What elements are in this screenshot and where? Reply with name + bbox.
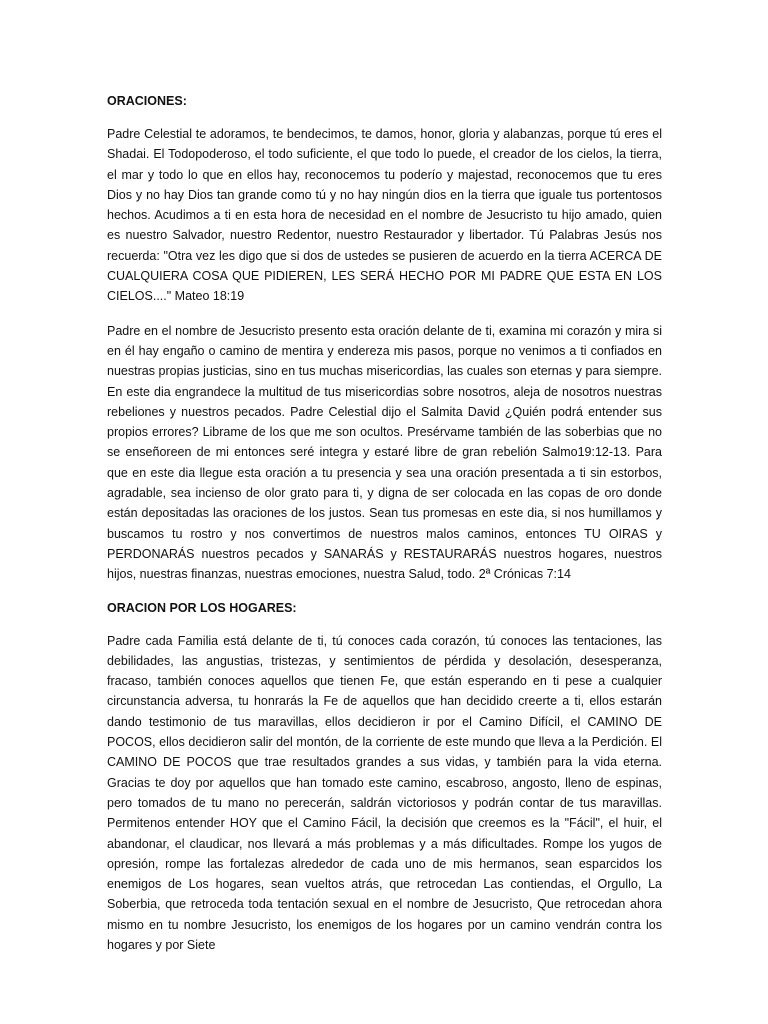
paragraph-adoration: Padre Celestial te adoramos, te bendecimos, te damos, honor, gloria y alabanzas, porque tú eres el Shadai. El Todopoderoso, el todo suficiente, el que todo lo puede, el creador de los cielos, la tierra, el mar y todo lo que en ellos hay, reconocemos tu poderío y majestad, reconocemos que tu eres Dios y no hay Dios tan grande como tú y no hay ningún dios en la tierra que iguale tus portentosos hechos. Acudimos a ti en esta hora de necesidad en el nombre de Jesucristo tu hijo amado, quien es nuestro Salvador, nuestro Redentor, nuestro Restaurador y libertador. Tú Palabras Jesús nos recuerda: "Otra vez les digo que si dos de ustedes se pusieren de acuerdo en la tierra ACERCA DE CUALQUIERA COSA QUE PIDIEREN, LES SERÁ HECHO POR MI PADRE QUE ESTA EN LOS CIELOS...." Mateo 18:19 [107, 127, 662, 304]
document-page [107, 92, 662, 969]
paragraph-families: Padre cada Familia está delante de ti, tú conoces cada corazón, tú conoces las tentaciones, las debilidades, las angustias, tristezas, y sentimientos de pérdida y desolación, desesperanza, fracaso, también conoces aquellos que tienen Fe, que están esperando en ti pese a cualquier circunstancia adversa, tu honrarás la Fe de aquellos que han decidido creerte a ti, ellos estarán dando testimonio de tus maravillas, ellos decidieron ir por el Camino Difícil, el CAMINO DE POCOS, ellos decidieron salir del montón, de la corriente de este mundo que lleva a la Perdición. El CAMINO DE POCOS que trae resultados grandes a sus vidas, y también para la vida eterna. Gracias te doy por aquellos que han tomado este camino, escabroso, angosto, lleno de espinas, pero tomados de tu mano no perecerán, saldrán victoriosos y podrán contar de tus maravillas. Permitenos entender HOY que el Camino Fácil, la decisión que creemos es la "Fácil", el huir, el abandonar, el claudicar, nos llevará a más problemas y a más dificultades. Rompe los yugos de opresión, rompe las fortalezas alrededor de cada uno de mis hermanos, sean esparcidos los enemigos de Los hogares, sean vueltos atrás, que retrocedan Las contiendas, el Orgullo, La Soberbia, que retroceda toda tentación sexual en el nombre de Jesucristo, Que retrocedan ahora mismo en tu nombre Jesucristo, los enemigos de los hogares por un camino vendrán contra los hogares y por Siete [107, 633, 662, 952]
paragraph-confession: Padre en el nombre de Jesucristo presento esta oración delante de ti, examina mi corazón y mira si en él hay engaño o camino de mentira y endereza mis pasos, porque no venimos a ti confiados en nuestras propias justicias, sino en tus muchas misericordias, las cuales son eternas y para siempre. En este dia engrandece la multitud de tus misericordias sobre nosotros, aleja de nosotros nuestras rebeliones y nuestros pecados. Padre Celestial dijo el Salmita David ¿Quién podrá entender sus propios errores? Librame de los que me son ocultos. Presérvame también de las soberbias que no se enseñoreen de mi entonces seré integra y estaré libre de gran rebelión Salmo19:12-13. Para que en este dia llegue esta oración a tu presencia y sea una oración presentada a ti sin estorbos, agradable, sea incienso de olor grato para ti, y digna de ser colocada en las copas de oro donde están depositadas las oraciones de los justos. Sean tus promesas en este dia, si nos humillamos y buscamos tu rostro y nos convertimos de nuestros malos caminos, entonces TU OIRAS y PERDONARÁS nuestros pecados y SANARÁS y RESTAURARÁS nuestros hogares, nuestros hijos, nuestras finanzas, nuestras emociones, nuestra Salud, todo. 2ª Crónicas 7:14 [107, 323, 662, 582]
section-heading-oraciones: ORACIONES: [107, 94, 187, 108]
section-heading-hogares: ORACION POR LOS HOGARES: [107, 600, 297, 615]
